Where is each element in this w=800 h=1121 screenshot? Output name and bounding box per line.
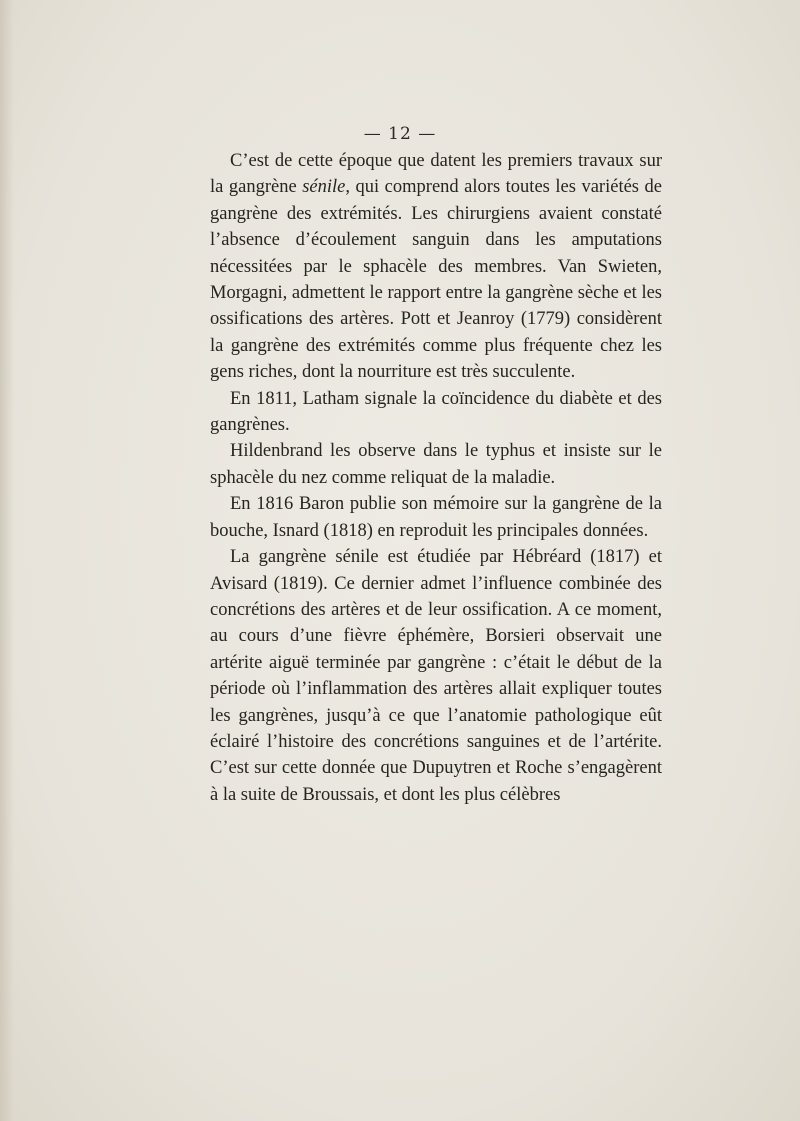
paragraph-1-italic-term: sénile — [302, 177, 346, 198]
page-spine-shadow — [0, 0, 14, 1121]
body-text — [210, 148, 662, 808]
paragraph-1-text-before: C’est de cette époque que datent les premiers travaux sur la gangrène — [210, 151, 662, 198]
paragraph-2: En 1811, Latham signale la coïncidence du diabète et des gangrènes. — [210, 388, 662, 436]
paragraph-1-text-after: , qui comprend alors toutes les variétés de gangrène des extrémités. Les chirurgiens avaient constaté l’absence d’écoulement sanguin dans les amputations nécessitées par le sphacèle des membres. Van Swieten, Morgagni, admettent le rapport entre la gangrène sèche et les ossifications des artères. Pott et Jeanroy (1779) considèrent la gangrène des extrémités comme plus fréquente chez les gens riches, dont la nourriture est très succulente. — [210, 177, 662, 383]
page-number: — 12 — — [363, 124, 437, 144]
paragraph-3: Hildenbrand les observe dans le typhus et insiste sur le sphacèle du nez comme reliquat de la maladie. — [210, 441, 662, 488]
paragraph-4: En 1816 Baron publie son mémoire sur la gangrène de la bouche, Isnard (1818) en reproduit les principales données. — [210, 494, 662, 541]
paragraph-1 — [210, 148, 662, 386]
paragraph-5: La gangrène sénile est étudiée par Hébréard (1817) et Avisard (1819). Ce dernier admet l’influence combinée des concrétions des artères et de leur ossification. A ce moment, au cours d’une fièvre éphémère, Borsieri observait une artérite aiguë terminée par gangrène : c’était le début de la période où l’inflammation des artères allait expliquer toutes les gangrènes, jusqu’à ce que l’anatomie pathologique eût éclairé l’histoire des concrétions sanguines et de l’artérite. C’est sur cette donnée que Dupuytren et Roche s’engagèrent à la suite de Broussais, et dont les plus célèbres — [210, 547, 662, 805]
